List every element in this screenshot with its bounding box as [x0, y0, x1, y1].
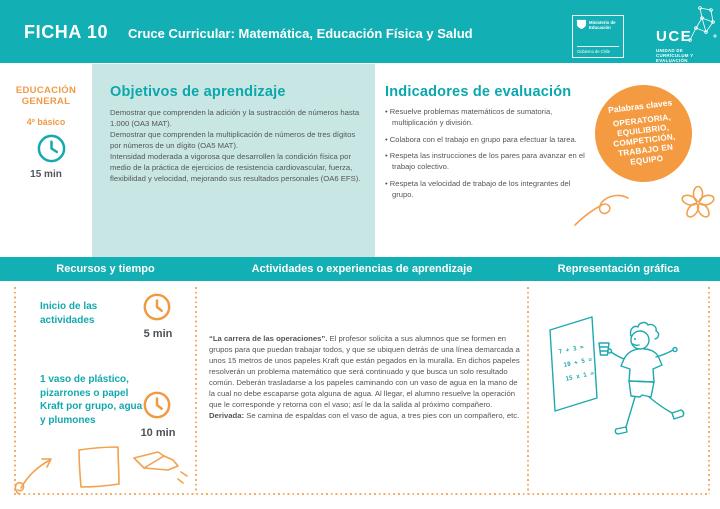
child-front-hand — [608, 349, 612, 353]
resource-time: 10 min — [140, 427, 176, 439]
column-header-actividades: Actividades o experiencias de aprendizaje — [251, 263, 473, 275]
indicador-item: • Colabora con el trabajo en grupo para efectuar la tarea. — [385, 135, 593, 146]
keywords-list: OPERATORIA, EQUILIBRIO, COMPETICIÓN, TRABAJO EN EQUIPO — [612, 112, 676, 167]
child-back-shoe — [672, 410, 684, 419]
marker-doodle-icon — [128, 448, 192, 492]
svg-text:10 + 5 =: 10 + 5 = — [563, 356, 593, 369]
indicador-item: • Respeta las instrucciones de los pares para avanzar en el trabajo colectivo. — [385, 151, 593, 173]
keywords-title: Palabras claves — [607, 97, 673, 116]
dotted-divider — [527, 287, 529, 494]
ministry-logo — [572, 15, 624, 58]
svg-text:7 + 3 =: 7 + 3 = — [558, 343, 585, 356]
objetivos-title: Objetivos de aprendizaje — [110, 84, 286, 100]
ministry-name: Ministerio de Educación — [589, 20, 616, 30]
constellation-icon — [686, 4, 718, 48]
cup-outline — [599, 343, 609, 355]
grade-label: 4º básico — [26, 117, 66, 127]
column-header-recursos: Recursos y tiempo — [56, 263, 155, 275]
child-smile — [633, 344, 639, 345]
child-back-leg — [649, 397, 672, 413]
ministry-rule — [577, 46, 619, 47]
child-back-arm — [656, 350, 673, 357]
indicadores-list — [385, 107, 593, 207]
clock-icon — [142, 292, 172, 322]
child-front-arm — [611, 352, 624, 359]
paper-doodle-icon — [74, 443, 124, 491]
indicador-item: • Resuelve problemas matemáticos de sumatoria, multiplicación y división. — [385, 107, 593, 129]
activity-derivada: Derivada: Se camina de espaldas con el vaso de agua, a tres pies con un compañero, etc. — [209, 411, 520, 420]
squiggle-arrow-doodle-icon — [572, 192, 632, 228]
child-front-leg — [626, 397, 635, 427]
dotted-divider — [195, 287, 197, 494]
activity-title: “La carrera de las operaciones”. — [209, 334, 328, 343]
poster-math-text — [558, 342, 596, 383]
table-header-bar — [0, 257, 720, 281]
ministry-footer: Gobierno de Chile — [577, 49, 610, 54]
clock-icon — [142, 390, 172, 420]
dotted-divider-bottom — [14, 493, 710, 495]
program-label: EDUCACIÓN GENERAL — [15, 85, 77, 107]
indicadores-title: Indicadores de evaluación — [385, 84, 572, 100]
column-header-representacion: Representación gráfica — [557, 263, 680, 275]
activity-description — [209, 333, 523, 421]
child-head — [631, 331, 649, 349]
clock-icon — [36, 133, 67, 164]
svg-text:15 x 1 =: 15 x 1 = — [564, 369, 595, 383]
child-front-shoe — [615, 427, 627, 434]
child-eye — [634, 338, 636, 340]
keywords-badge — [589, 79, 697, 187]
runner-with-cup-illustration — [537, 295, 712, 490]
objetivo-paragraph: Intensidad moderada a vigorosa que desarrollen la condición física por medio de la práctica de ejercicios de resistencia cardiovascular, fuerza, flexibilidad y velocidad, mejorando sus resultados personales (OA6 EFS). — [110, 152, 361, 183]
curly-arrow-doodle-icon — [12, 446, 66, 498]
objetivos-text — [110, 107, 368, 184]
flower-doodle-icon — [678, 182, 718, 222]
ficha-number: FICHA 10 — [24, 22, 109, 42]
child-hair — [631, 323, 659, 339]
child-shorts — [629, 381, 654, 397]
resource-item-label: 1 vaso de plástico, pizarrones o papel Kraft por grupo, agua y plumones — [40, 374, 143, 426]
child-back-hand — [673, 348, 677, 352]
indicador-item: • Respeta la velocidad de trabajo de los integrantes del grupo. — [385, 179, 593, 201]
header-bar — [0, 0, 720, 63]
duration-label: 15 min — [30, 169, 62, 180]
resource-item-label: Inicio de las actividades — [40, 301, 98, 326]
uce-acronym: UCE — [656, 28, 693, 45]
page-title: Cruce Curricular: Matemática, Educación Física y Salud — [128, 26, 473, 41]
objetivo-paragraph: Demostrar que comprenden la multiplicación de números de tres dígitos por números de un dígito (OA5 MAT). — [110, 130, 356, 150]
ministry-shield-icon — [576, 19, 587, 30]
resource-time: 5 min — [143, 328, 173, 340]
uce-subtitle: UNIDAD DE CURRÍCULUM Y EVALUACIÓN — [656, 48, 694, 63]
activity-paragraph: “La carrera de las operaciones”. El profesor solicita a sus alumnos que se formen en grupos para que puedan trabajar todos, y que se ubiquen detrás de una línea demarcada a unos 15 metros de unos papeles Kraft que están pegados en la muralla. En dichos papeles resolverán un problema matemático que será continuado y que busca un solo resultado común. Deberán trasladarse a los papeles caminando con un vaso de agua en la mano de la cual no debe escaparse gota alguna de agua. Al llegar, el alumno resuelve la operación que le corresponde y retorna con el vaso; así le da la salida al próximo compañero. — [209, 334, 520, 409]
objetivo-paragraph: Demostrar que comprenden la adición y la sustracción de números hasta 1.000 (OA3 MAT). — [110, 108, 360, 128]
child-shirt — [621, 349, 662, 382]
